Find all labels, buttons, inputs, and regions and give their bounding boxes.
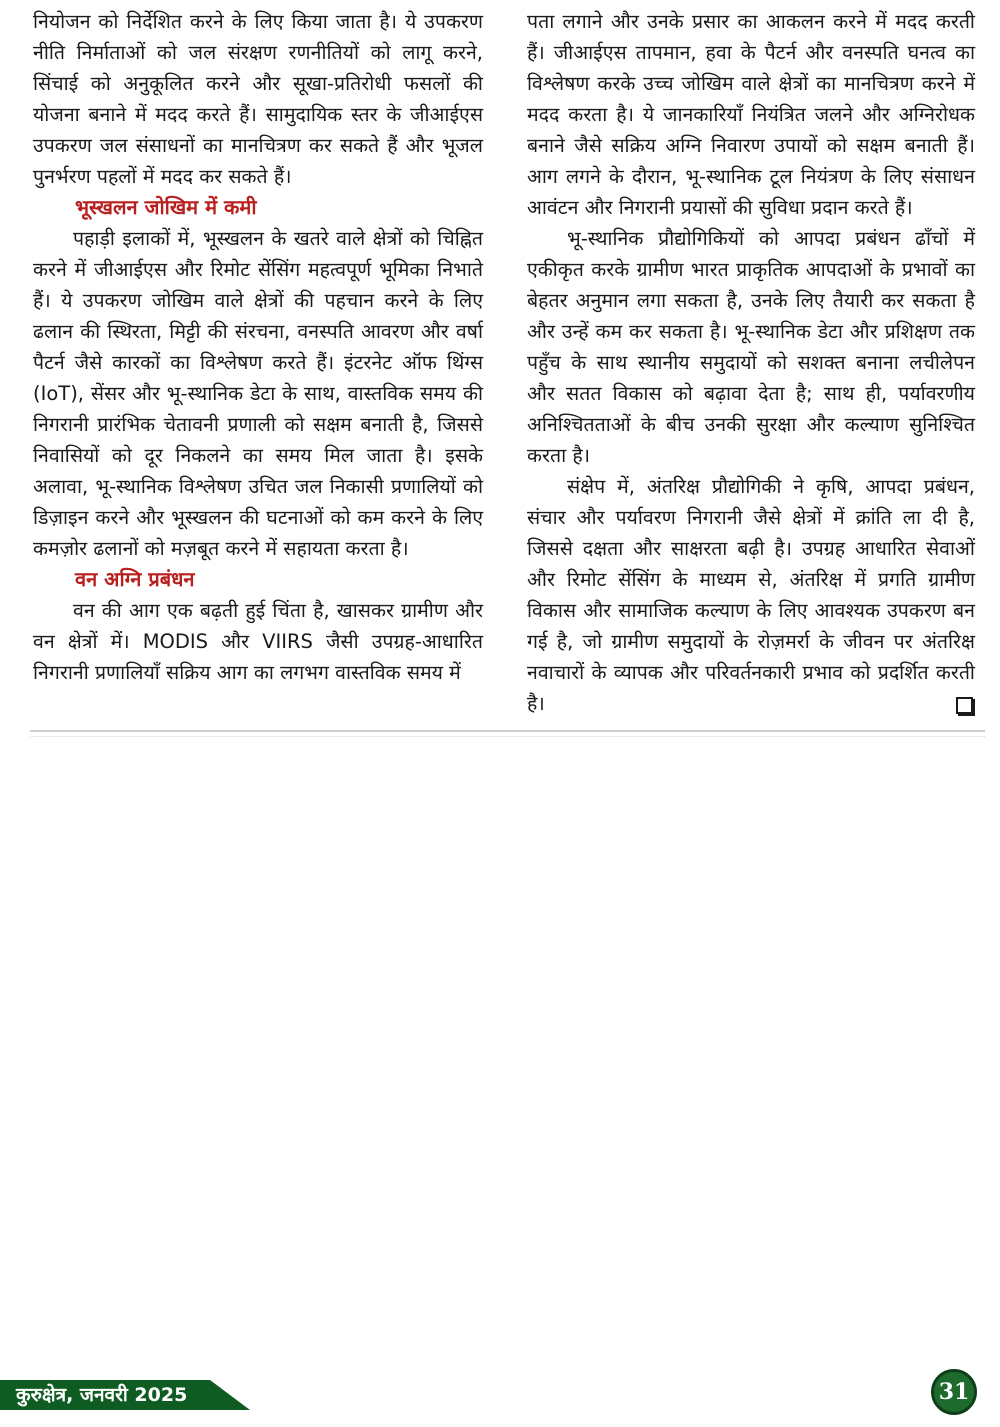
paragraph-forest-fire: वन की आग एक बढ़ती हुई चिंता है, खासकर ग्रामीण और वन क्षेत्रों में। MODIS और VIIRS जैसी उपग्रह-आधारित निगरानी प्रणालियाँ सक्रिय आग का लगभग वास्तविक समय में xyxy=(33,599,483,684)
paragraph-summary xyxy=(527,471,975,719)
paragraph-water-planning: नियोजन को निर्देशित करने के लिए किया जाता है। ये उपकरण नीति निर्माताओं को जल संरक्षण रणनीतियों को लागू करने, सिंचाई को अनुकूलित करने और सूखा-प्रतिरोधी फसलों की योजना बनाने में मदद करते हैं। सामुदायिक स्तर के जीआईएस उपकरण जल संसाधनों का मानचित्रण कर सकते हैं और भूजल पुनर्भरण पहलों में मदद कर सकते हैं। xyxy=(33,10,483,188)
section-heading-forest-fire: वन अग्नि प्रबंधन xyxy=(75,567,195,591)
paragraph-fire-detection: पता लगाने और उनके प्रसार का आकलन करने में मदद करती हैं। जीआईएस तापमान, हवा के पैटर्न और वनस्पति घनत्व का विश्लेषण करके उच्च जोखिम वाले क्षेत्रों का मानचित्रण करने में मदद करता है। ये जानकारियाँ नियंत्रित जलने और अग्निरोधक बनाने जैसे सक्रिय अग्नि निवारण उपायों को सक्षम बनाती हैं। आग लगने के दौरान, भू-स्थानिक टूल नियंत्रण के लिए संसाधन आवंटन और निगरानी प्रयासों की सुविधा प्रदान करते हैं। xyxy=(527,10,975,219)
end-of-article-icon xyxy=(956,697,973,714)
paragraph-disaster-management: भू-स्थानिक प्रौद्योगिकियों को आपदा प्रबंधन ढाँचों में एकीकृत करके ग्रामीण भारत प्राकृतिक आपदाओं के प्रभावों का बेहतर अनुमान लगा सकता है, उनके लिए तैयारी कर सकता है और उन्हें कम कर सकता है। भू-स्थानिक डेटा और प्रशिक्षण तक पहुँच के साथ स्थानीय समुदायों को सशक्त बनाना लचीलेपन और सतत विकास को बढ़ावा देता है; साथ ही, पर्यावरणीय अनिश्चितताओं के बीच उनकी सुरक्षा और कल्याण सुनिश्चित करता है। xyxy=(527,227,975,467)
left-column xyxy=(33,6,483,688)
section-heading-landslide: भूस्खलन जोखिम में कमी xyxy=(75,195,257,219)
footer-magazine-issue: कुरुक्षेत्र, जनवरी 2025 xyxy=(16,1384,188,1406)
right-column xyxy=(527,6,975,719)
paragraph-landslide: पहाड़ी इलाकों में, भूस्खलन के खतरे वाले क्षेत्रों को चिह्नित करने में जीआईएस और रिमोट सेंसिंग महत्वपूर्ण भूमिका निभाते हैं। ये उपकरण जोखिम वाले क्षेत्रों की पहचान करने के लिए ढलान की स्थिरता, मिट्टी की संरचना, वनस्पति आवरण और वर्षा पैटर्न जैसे कारकों का विश्लेषण करते हैं। इंटरनेट ऑफ थिंग्स (IoT), सेंसर और भू-स्थानिक डेटा के साथ, वास्तविक समय की निगरानी प्रारंभिक चेतावनी प्रणाली को सक्षम बनाती है, जिससे निवासियों को दूर निकलने का समय मिल जाता है। इसके अलावा, भू-स्थानिक विश्लेषण उचित जल निकासी प्रणालियों को डिज़ाइन करने और भूस्खलन की घटनाओं को कम करने के लिए कमज़ोर ढलानों को मज़बूत करने में सहायता करता है। xyxy=(33,227,483,560)
divider-line-dotted xyxy=(30,736,985,737)
page-number: 31 xyxy=(931,1369,977,1415)
divider-line xyxy=(30,730,985,732)
summary-text: संक्षेप में, अंतरिक्ष प्रौद्योगिकी ने कृषि, आपदा प्रबंधन, संचार और पर्यावरण निगरानी जैसे क्षेत्रों में क्रांति ला दी है, जिससे दक्षता और साक्षरता बढ़ी है। उपग्रह आधारित सेवाओं और रिमोट सेंसिंग के माध्यम से, अंतरिक्ष में प्रगति ग्रामीण विकास और सामाजिक कल्याण के लिए आवश्यक उपकरण बन गई है, जो ग्रामीण समुदायों के रोज़मर्रा के जीवन पर अंतरिक्ष नवाचारों के व्यापक और परिवर्तनकारी प्रभाव को प्रदर्शित करती है। xyxy=(527,475,975,715)
